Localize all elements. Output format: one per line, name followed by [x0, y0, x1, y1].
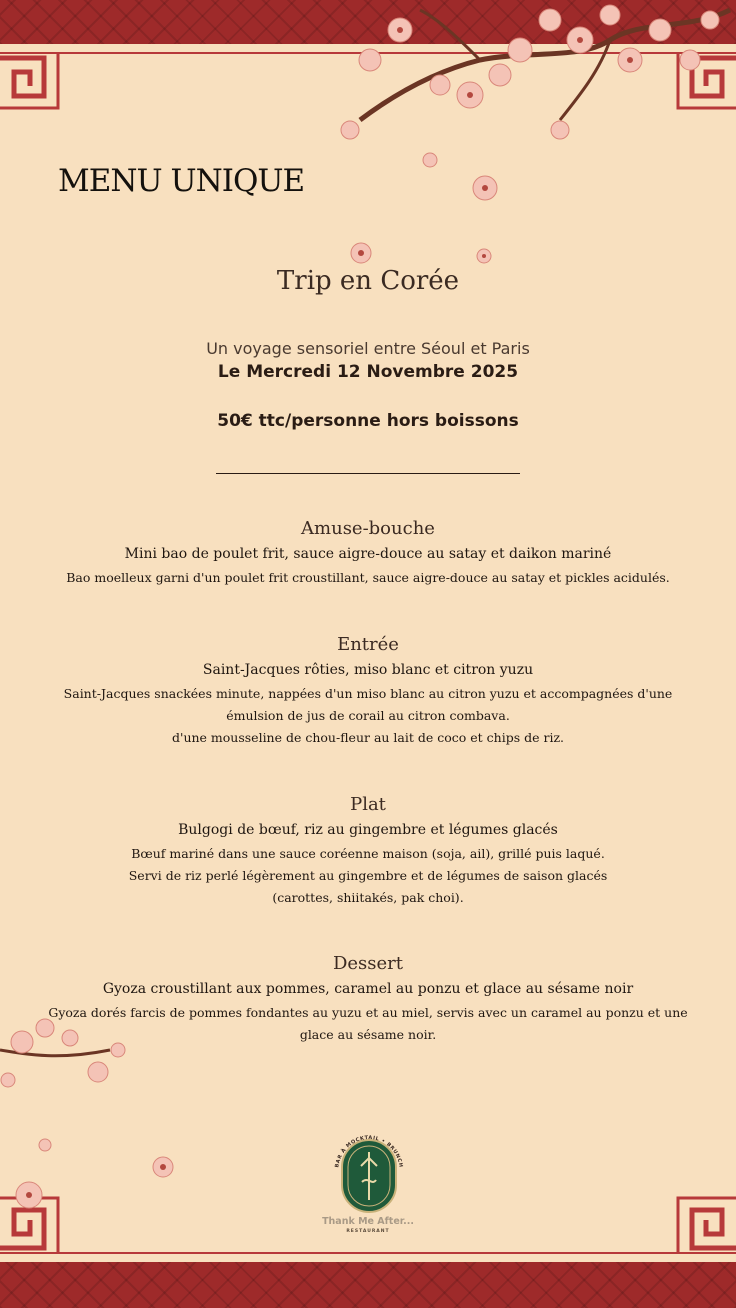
dish-description: Bœuf mariné dans une sauce coréenne maison (soja, ail), grillé puis laqué.: [131, 846, 605, 861]
dish-name: Mini bao de poulet frit, sauce aigre-douce au satay et daikon mariné: [124, 546, 612, 562]
dish-description: (carottes, shiitakés, pak choi).: [272, 890, 464, 905]
logo-name: Thank Me After...: [322, 1216, 414, 1227]
event-price: 50€ ttc/personne hors boissons: [217, 411, 519, 431]
blossom-flower-icon: [474, 246, 494, 266]
bottom-border-line: [0, 1252, 736, 1254]
dish-description: Bao moelleux garni d'un poulet frit croustillant, sauce aigre-douce au satay et pickles acidulés.: [66, 570, 670, 585]
dish-name: Saint-Jacques rôties, miso blanc et citron yuzu: [202, 662, 534, 678]
dish-description: émulsion de jus de corail au citron combava.: [226, 708, 510, 723]
section-title-amuse-bouche: Amuse-bouche: [301, 518, 435, 539]
section-title-entree: Entrée: [337, 634, 399, 655]
section-title-dessert: Dessert: [332, 953, 404, 974]
event-date: Le Mercredi 12 Novembre 2025: [217, 362, 519, 382]
logo-subtitle: RESTAURANT: [346, 1229, 390, 1234]
blossom-flower-icon: [150, 1154, 176, 1180]
event-tagline: Un voyage sensoriel entre Séoul et Paris: [206, 339, 530, 358]
dish-description: Saint-Jacques snackées minute, nappées d'un miso blanc au citron yuzu et accompagnées d'une: [63, 686, 673, 701]
blossom-flower-icon: [36, 1136, 54, 1154]
section-title-plat: Plat: [350, 794, 386, 815]
section-divider: [216, 473, 520, 474]
dish-name: Gyoza croustillant aux pommes, caramel au ponzu et glace au sésame noir: [102, 981, 634, 997]
dish-description: Servi de riz perlé légèrement au gingembre et de légumes de saison glacés: [128, 868, 608, 883]
event-title: Trip en Corée: [276, 266, 460, 296]
blossom-flower-icon: [348, 240, 374, 266]
dish-description: glace au sésame noir.: [299, 1027, 437, 1042]
dish-description: Gyoza dorés farcis de pommes fondantes au yuzu et au miel, servis avec un caramel au ponzu et une: [48, 1005, 688, 1020]
blossom-flower-icon: [12, 1178, 46, 1212]
dish-name: Bulgogi de bœuf, riz au gingembre et légumes glacés: [178, 822, 558, 838]
menu-title: MENU UNIQUE: [58, 163, 305, 199]
bottom-pattern-band: [0, 1262, 736, 1308]
fret-corner-top-left-icon: [0, 52, 62, 112]
dish-description: d'une mousseline de chou-fleur au lait de coco et chips de riz.: [172, 730, 564, 745]
cherry-blossom-branch-icon: [310, 0, 736, 210]
logo-ring-text: BAR À MOCKTAIL • BRUNCH: [334, 1134, 404, 1169]
